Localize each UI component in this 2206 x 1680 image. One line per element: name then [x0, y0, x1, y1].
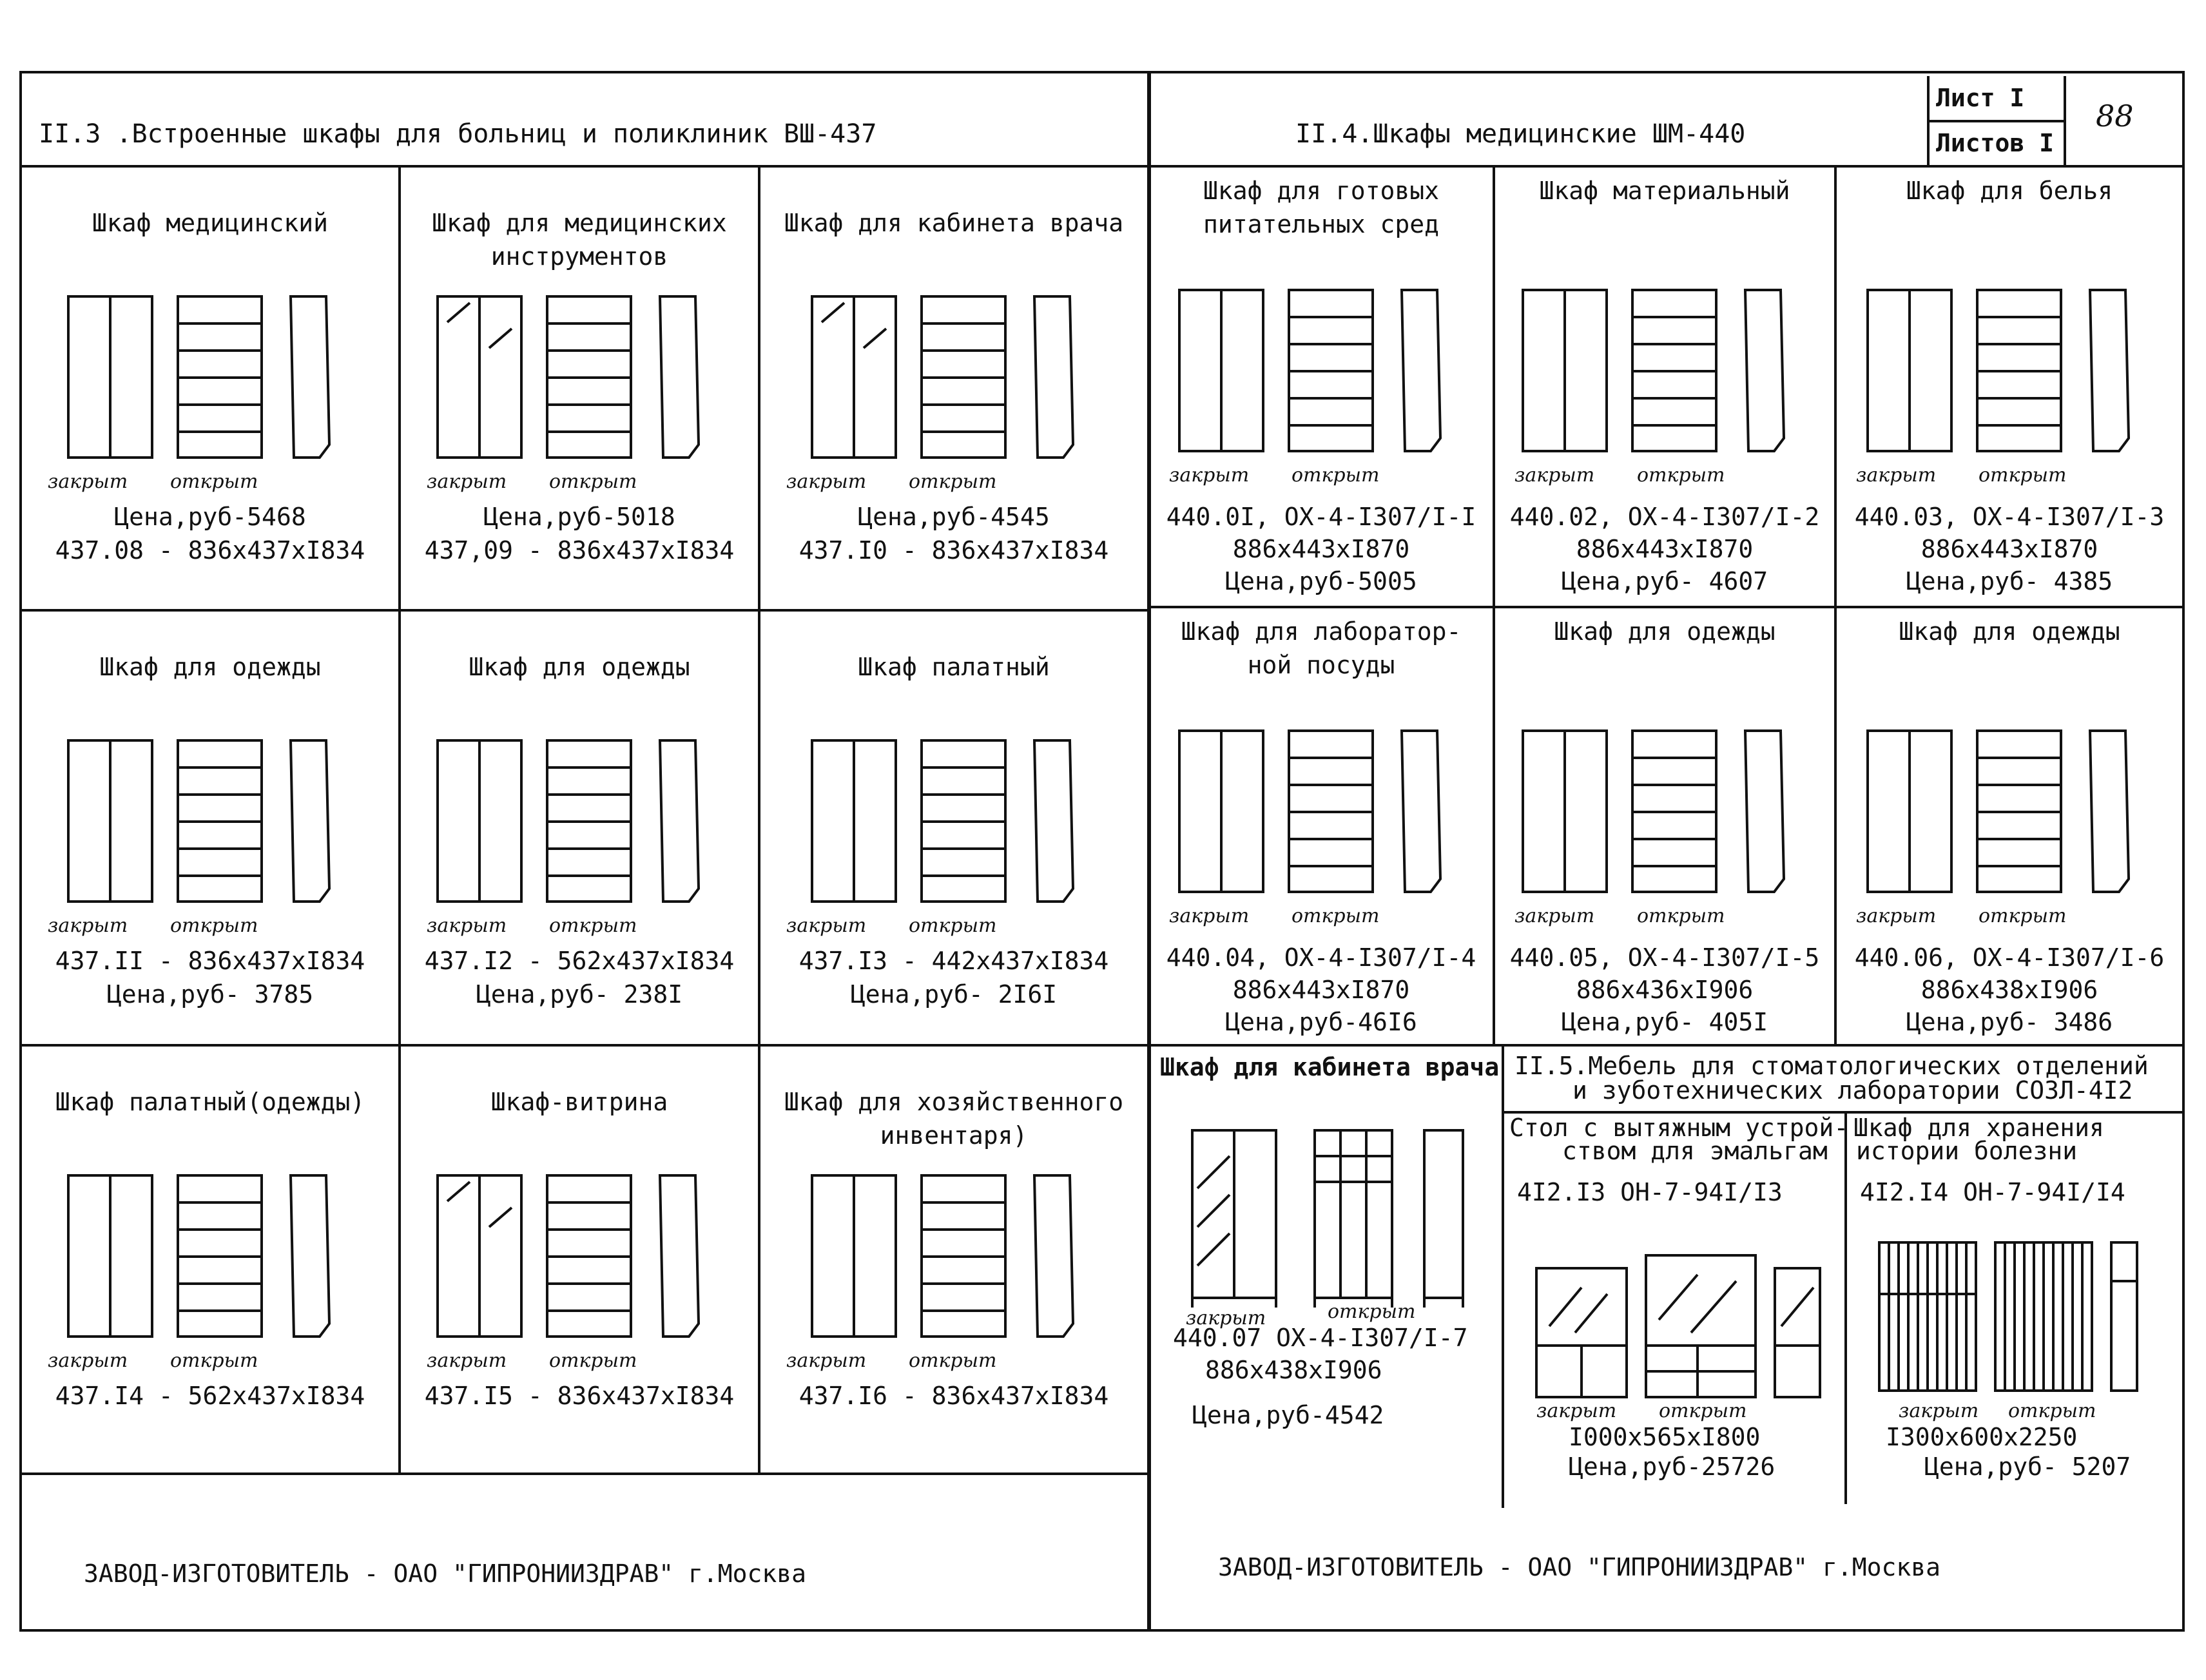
closed-label: закрыт	[427, 470, 507, 493]
doctor-cabinet-price: Цена,руб-4542	[1192, 1401, 1384, 1429]
cabinet-line-1: Цена,руб-4545	[858, 503, 1050, 531]
cabinet-name: Шкаф для хозяйственного инвентаря)	[784, 1088, 1124, 1150]
closed-label: закрыт	[48, 1349, 128, 1372]
dental-table-code: 4I2.I3 ОН-7-94I/I3	[1517, 1178, 1783, 1206]
cabinet-drawing	[401, 284, 758, 496]
right-cabinet-cell-6	[1837, 608, 2182, 1044]
cabinet-name: Шкаф-витрина	[490, 1088, 668, 1116]
cabinet-line-2: 437,09 - 836х437хI834	[424, 536, 735, 565]
cabinet-line2: 886х436хI906	[1576, 976, 1754, 1004]
cabinet-name: Шкаф медицинский	[92, 209, 329, 237]
cabinet-name: Шкаф палатный	[858, 653, 1050, 681]
dental-table-cell	[1504, 1114, 1849, 1500]
cabinet-name: Шкаф для лаборатор- ной посуды	[1181, 617, 1462, 679]
doctor-cabinet-name: Шкаф для кабинета врача	[1160, 1053, 1500, 1081]
left-row-rule-3	[19, 1472, 1151, 1475]
cabinet-line3: Цена,руб- 405I	[1561, 1008, 1768, 1036]
history-cabinet-code: 4I2.I4 ОН-7-94I/I4	[1860, 1178, 2125, 1206]
left-cabinet-cell-6	[760, 612, 1147, 1044]
open-label: открыт	[1979, 464, 2067, 487]
closed-label: закрыт	[1514, 464, 1595, 487]
left-cabinet-cell-3	[760, 168, 1147, 609]
cabinet-drawing	[22, 1163, 398, 1375]
cabinet-line3: Цена,руб- 4385	[1906, 567, 2113, 595]
sheet-number-label: Лист I	[1936, 84, 2025, 112]
history-cabinet-name-2: истории болезни	[1856, 1137, 2078, 1165]
cabinet-drawing	[1150, 277, 1493, 490]
doctor-cabinet-dims: 886х438хI906	[1205, 1356, 1382, 1384]
left-cabinet-cell-2	[401, 168, 758, 609]
cabinet-line-1: 437.I6 - 836х437хI834	[798, 1382, 1109, 1410]
closed-label: закрыт	[48, 470, 128, 493]
open-label: открыт	[170, 914, 258, 937]
right-cabinet-cell-1	[1150, 168, 1493, 606]
cabinet-line2: 886х443хI870	[1232, 976, 1410, 1004]
cabinet-line-1: 437.I5 - 836х437хI834	[424, 1382, 735, 1410]
dental-table-drawing	[1504, 1242, 1839, 1416]
dental-table-open-label: открыт	[1659, 1400, 1747, 1422]
history-cabinet-name-1: Шкаф для хранения	[1853, 1114, 2104, 1142]
cabinet-line-1: 437.I3 - 442х437хI834	[798, 947, 1109, 975]
dental-table-name-2: ством для эмальгам	[1562, 1137, 1828, 1165]
cabinet-drawing	[760, 728, 1147, 940]
left-cabinet-cell-5	[401, 612, 758, 1044]
closed-label: закрыт	[427, 1349, 507, 1372]
doctor-cabinet-cell	[1154, 1047, 1502, 1498]
closed-label: закрыт	[1169, 905, 1250, 927]
right-cabinet-cell-5	[1495, 608, 1834, 1044]
cabinet-line-2: 437.I0 - 836х437хI834	[798, 536, 1109, 565]
cabinet-drawing	[1495, 277, 1834, 490]
open-label: открыт	[549, 470, 637, 493]
cabinet-drawing	[22, 284, 398, 496]
cabinet-name: Шкаф для медицинских инструментов	[432, 209, 727, 271]
open-label: открыт	[549, 1349, 637, 1372]
dental-table-dims: I000х565хI800	[1569, 1423, 1761, 1451]
history-cabinet-price: Цена,руб- 5207	[1924, 1453, 2131, 1481]
closed-label: закрыт	[1856, 905, 1937, 927]
cabinet-name: Шкаф для одежды	[1554, 617, 1775, 646]
closed-label: закрыт	[1856, 464, 1937, 487]
cabinet-drawing	[22, 728, 398, 940]
cabinet-line-1: Цена,руб-5018	[483, 503, 675, 531]
cabinet-drawing	[1837, 718, 2182, 931]
left-cabinet-cell-8	[401, 1047, 758, 1472]
doctor-cabinet-open-label: открыт	[1328, 1300, 1416, 1323]
cabinet-drawing	[1837, 277, 2182, 490]
dental-table-price: Цена,руб-25726	[1569, 1453, 1775, 1481]
cabinet-line3: Цена,руб- 3486	[1906, 1008, 2113, 1036]
manufacturer-footer-right: ЗАВОД-ИЗГОТОВИТЕЛЬ - ОАО "ГИПРОНИИЗДРАВ" г.Москва	[1218, 1553, 1941, 1581]
cabinet-line3: Цена,руб- 4607	[1561, 567, 1768, 595]
cabinet-drawing	[401, 1163, 758, 1375]
section-115-title-2: и зуботехнических лаборатории СОЗЛ-4I2	[1572, 1076, 2133, 1105]
closed-label: закрыт	[786, 1349, 867, 1372]
cabinet-drawing	[1150, 718, 1493, 931]
open-label: открыт	[170, 470, 258, 493]
cabinet-line-1: 437.I4 - 562х437хI834	[55, 1382, 365, 1410]
left-section-title: II.3 .Встроенные шкафы для больниц и поликлиник ВШ-437	[39, 119, 877, 149]
sheets-count-label: Листов I	[1936, 129, 2055, 157]
cabinet-name: Шкаф для одежды	[99, 653, 321, 681]
cabinet-drawing	[760, 284, 1147, 496]
closed-label: закрыт	[48, 914, 128, 937]
manufacturer-footer-left: ЗАВОД-ИЗГОТОВИТЕЛЬ - ОАО "ГИПРОНИИЗДРАВ" г.Москва	[84, 1559, 807, 1588]
cabinet-line2: 886х443хI870	[1232, 535, 1410, 563]
cabinet-drawing	[1495, 718, 1834, 931]
open-label: открыт	[1637, 464, 1725, 487]
cabinet-name: Шкаф материальный	[1539, 177, 1790, 205]
closed-label: закрыт	[786, 470, 867, 493]
cabinet-name: Шкаф палатный(одежды)	[55, 1088, 365, 1116]
closed-label: закрыт	[427, 914, 507, 937]
cabinet-line2: 886х443хI870	[1576, 535, 1754, 563]
history-cabinet-cell	[1847, 1114, 2182, 1500]
cabinet-line3: Цена,руб-5005	[1225, 567, 1417, 595]
history-cabinet-closed-label: закрыт	[1899, 1400, 1979, 1422]
right-cabinet-cell-2	[1495, 168, 1834, 606]
history-cabinet-drawing	[1847, 1230, 2182, 1404]
dental-table-name-1: Стол с вытяжным устрой-	[1509, 1114, 1849, 1142]
doctor-cabinet-code: 440.07 ОХ-4-I307/I-7	[1173, 1324, 1468, 1352]
cabinet-line1: 440.0I, ОХ-4-I307/I-I	[1166, 503, 1476, 531]
open-label: открыт	[1292, 464, 1380, 487]
cabinet-line2: 886х438хI906	[1921, 976, 2098, 1004]
open-label: открыт	[549, 914, 637, 937]
cabinet-line3: Цена,руб-46I6	[1225, 1008, 1417, 1036]
dental-table-closed-label: закрыт	[1536, 1400, 1617, 1422]
right-cabinet-cell-4	[1150, 608, 1493, 1044]
open-label: открыт	[909, 470, 997, 493]
cabinet-line2: 886х443хI870	[1921, 535, 2098, 563]
open-label: открыт	[170, 1349, 258, 1372]
closed-label: закрыт	[786, 914, 867, 937]
left-cabinet-cell-1	[22, 168, 398, 609]
right-cabinet-cell-3	[1837, 168, 2182, 606]
left-cabinet-cell-9	[760, 1047, 1147, 1472]
cabinet-line-2: 437.08 - 836х437хI834	[55, 536, 365, 565]
open-label: открыт	[1637, 905, 1725, 927]
open-label: открыт	[909, 1349, 997, 1372]
cabinet-line-2: Цена,руб- 238I	[476, 980, 683, 1009]
cabinet-line1: 440.05, ОХ-4-I307/I-5	[1509, 943, 1820, 972]
closed-label: закрыт	[1514, 905, 1595, 927]
left-cabinet-cell-7	[22, 1047, 398, 1472]
cabinet-line-1: Цена,руб-5468	[114, 503, 306, 531]
cabinet-line1: 440.02, ОХ-4-I307/I-2	[1509, 503, 1820, 531]
cabinet-name: Шкаф для кабинета врача	[784, 209, 1124, 237]
left-cabinet-cell-4	[22, 612, 398, 1044]
section-115-title-1: II.5.Мебель для стоматологических отделений	[1514, 1052, 2149, 1080]
cabinet-line1: 440.06, ОХ-4-I307/I-6	[1854, 943, 2165, 972]
cabinet-line-1: 437.II - 836х437хI834	[55, 947, 365, 975]
open-label: открыт	[1979, 905, 2067, 927]
cabinet-drawing	[401, 728, 758, 940]
cabinet-line-2: Цена,руб- 2I6I	[850, 980, 1058, 1009]
cabinet-line1: 440.04, ОХ-4-I307/I-4	[1166, 943, 1476, 972]
doctor-cabinet-drawing	[1154, 1117, 1489, 1330]
history-cabinet-dims: I300х600х2250	[1886, 1423, 2078, 1451]
right-section-title: II.4.Шкафы медицинские ШМ-440	[1295, 119, 1746, 149]
cabinet-name: Шкаф для одежды	[469, 653, 690, 681]
history-cabinet-open-label: открыт	[2008, 1400, 2096, 1422]
closed-label: закрыт	[1169, 464, 1250, 487]
open-label: открыт	[909, 914, 997, 937]
cabinet-name: Шкаф для готовых питательных сред	[1203, 177, 1440, 238]
cabinet-name: Шкаф для одежды	[1899, 617, 2120, 646]
cabinet-line1: 440.03, ОХ-4-I307/I-3	[1854, 503, 2165, 531]
cabinet-line-1: 437.I2 - 562х437хI834	[424, 947, 735, 975]
sheet-info-box	[1927, 76, 2182, 165]
cabinet-line-2: Цена,руб- 3785	[106, 980, 314, 1009]
open-label: открыт	[1292, 905, 1380, 927]
page-number: 88	[2096, 99, 2134, 133]
doctor-cabinet-closed-label: закрыт	[1186, 1307, 1266, 1329]
cabinet-drawing	[760, 1163, 1147, 1375]
cabinet-name: Шкаф для белья	[1906, 177, 2113, 205]
